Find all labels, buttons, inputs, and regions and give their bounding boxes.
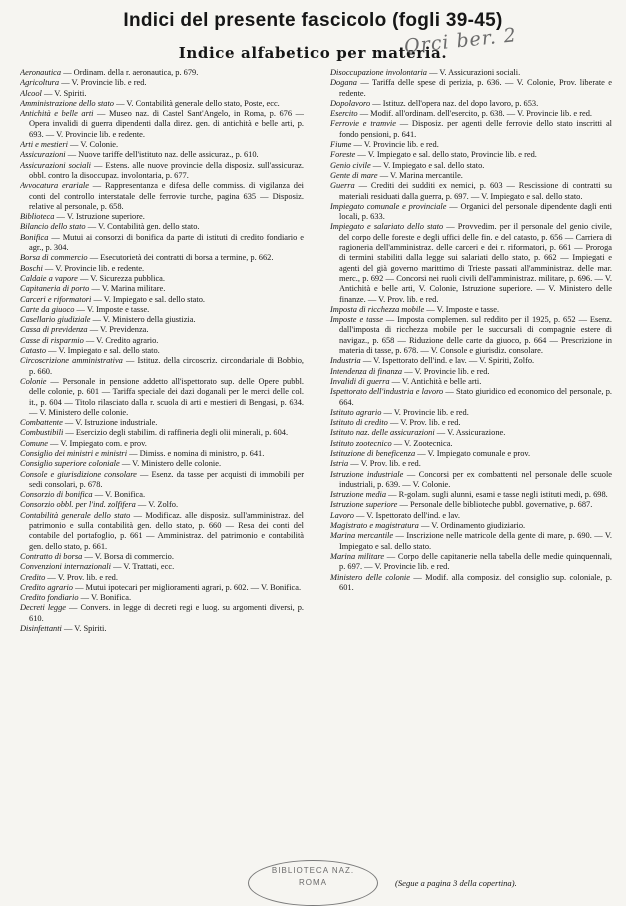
index-entry: Antichità e belle arti — Museo naz. di Castel Sant'Angelo, in Roma, p. 676 — Opera invalidi di guerra dipendenti dalla direz. gen. di antichità e belle arti, p. 693. — V. Provincie lib. e redente.	[20, 109, 304, 139]
index-entry: Dogana — Tariffa delle spese di perizia, p. 636. — V. Colonie, Prov. liberate e redente.	[330, 78, 612, 98]
index-entry: Casse di risparmio — V. Credito agrario.	[20, 335, 159, 345]
index-entry: Credito — V. Prov. lib. e red.	[20, 572, 118, 582]
index-entry: Esercito — Modif. all'ordinam. dell'esercito, p. 638. — V. Provincie lib. e red.	[330, 109, 592, 119]
index-entry: Capitaneria di porto — V. Marina militare.	[20, 284, 166, 294]
index-entry: Genio civile — V. Impiegato e sal. dello stato.	[330, 160, 485, 170]
index-entry: Guerra — Crediti dei sudditi ex nemici, p. 603 — Rescissione di contratti su materiali residuati dalla guerra, p. 697. — V. Impiegato e sal. dello stato.	[330, 181, 612, 201]
index-entry: Circoscrizione amministrativa — Istituz. della circoscriz. circondariale di Bobbio, p. 660.	[20, 356, 304, 376]
index-entry: Convenzioni internazionali — V. Trattati, ecc.	[20, 562, 175, 572]
index-entry: Istruzione superiore — Personale delle biblioteche pubbl. governative, p. 687.	[330, 500, 593, 510]
index-entry: Marina mercantile — Inscrizione nelle matricole della gente di mare, p. 690. — V. Impiegato e sal. dello stato.	[330, 531, 612, 551]
handwritten-annotation: Orci ber. 2	[403, 24, 518, 58]
index-entry: Avvocatura erariale — Rappresentanza e difesa delle commiss. di vigilanza dei conti del controllo interstatale delle ferrovie turche, pagina 635 — Disposiz. relative al personale, p. 658.	[20, 181, 304, 211]
index-entry: Istria — V. Prov. lib. e red.	[330, 459, 421, 469]
index-entry: Credito fondiario — V. Bonifica.	[20, 593, 132, 603]
index-entry: Assicurazioni — Nuove tariffe dell'istituto naz. delle assicuraz., p. 610.	[20, 150, 259, 160]
continuation-note: (Segue a pagina 3 della copertina).	[395, 878, 517, 888]
index-entry: Assicurazioni sociali — Estens. alle nuove provincie della disposiz. sull'assicuraz. obbl. contro la disoccupaz. involontaria, p. 677.	[20, 160, 304, 180]
index-entry: Boschi — V. Provincie lib. e redente.	[20, 263, 145, 273]
index-entry: Imposta di ricchezza mobile — V. Imposte e tasse.	[330, 304, 500, 314]
index-entry: Marina militare — Corpo delle capitanerie nella tabella delle medie quinquennali, p. 697. — V. Provincie lib. e red.	[330, 551, 612, 572]
index-entry: Istruzione media — R-golam. sugli alunni, esami e tasse negli istituti medi, p. 698.	[330, 490, 608, 500]
index-entry: Borsa di commercio — Esecutorietà dei contratti di borsa a termine, p. 662.	[20, 253, 274, 263]
index-column-right	[330, 68, 612, 876]
index-entry: Istituto naz. delle assicurazioni — V. Assicurazione.	[330, 428, 506, 438]
index-entry: Imposte e tasse — Imposta complemen. sul reddito per il 1925, p. 652 — Esenz. dall'imposta di ricchezza mobile per le succursali di compagnie estere di navigaz., p. 658 — Riduzione delle carte da giuoco, p. 664 — Prescrizione in materia di tasse, p. 678. — V. Console e giurisdiz. consolare.	[330, 315, 612, 356]
index-entry: Console e giurisdizione consolare — Esenz. da tasse per acquisti di immobili per sedi consolari, p. 678.	[20, 469, 304, 489]
index-entry: Istituto di credito — V. Prov. lib. e red.	[330, 418, 461, 428]
index-entry: Decreti legge — Convers. in legge di decreti regi e luog. su argomenti diversi, p. 610.	[20, 603, 304, 623]
index-entry: Istituzione di beneficenza — V. Impiegato comunale e prov.	[330, 448, 531, 458]
index-entry: Comune — V. Impiegato com. e prov.	[20, 438, 147, 448]
index-entry: Colonie — Personale in pensione addetto all'ispettorato sup. delle Opere pubbl. delle colonie, p. 601 — Tariffa speciale dei dazi doganali per le merci delle col. it., p. 604 — Titolo rilasciato dalla r. scuola di arti e mestieri di Bengasi, p. 634. — V. Ministero delle colonie.	[20, 376, 304, 417]
index-entry: Ferrovie e tramvie — Disposiz. per agenti delle ferrovie dello stato inscritti al fondo pensioni, p. 641.	[330, 119, 612, 139]
index-entry: Bilancio dello stato — V. Contabilità gen. dello stato.	[20, 222, 200, 232]
index-entry: Casellario giudiziale — V. Ministero della giustizia.	[20, 315, 196, 325]
index-entry: Disoccupazione involontaria — V. Assicurazioni sociali.	[330, 68, 521, 77]
index-entry: Dopolavoro — Istituz. dell'opera naz. del dopo lavoro, p. 653.	[330, 98, 539, 108]
index-entry: Aeronautica — Ordinam. della r. aeronautica, p. 679.	[20, 68, 199, 77]
index-entry: Impiegato e salariato dello stato — Provvedim. per il personale del genio civile, del corpo delle foreste e degli uffici delle fin. e del catasto, p. 656 — Carriera di ragioneria dell'amministraz. delle carceri e dei r. riformatori, p. 661 — Proroga di termini stabiliti dalla legge sui salariati dello stato, p. 662 — Impiegati e agenti del già governo marittimo di Trieste passati all'amministraz. delle mar. merc., p. 692 — Concorsi nei ruoli civili dell'amministraz. militare, p. 696. — V. Antichità e belle arti, V. Colonie, Istruzione superiore. — V. Ministero delle finanze. — V. Prov. lib. e red.	[330, 222, 612, 304]
index-entry: Bonifica — Mutui ai consorzi di bonifica da parte di istituti di credito fondiario e agr., p. 304.	[20, 232, 304, 253]
index-entry: Consiglio dei ministri e ministri — Dimiss. e nomina di ministro, p. 641.	[20, 448, 265, 458]
index-entry: Consorzio obbl. per l'ind. zolfifera — V. Zolfo.	[20, 500, 179, 510]
index-entry: Agricoltura — V. Provincie lib. e red.	[20, 78, 147, 88]
index-entry: Istruzione industriale — Concorsi per ex combattenti nel personale delle scuole industriali, p. 639. — V. Colonie.	[330, 469, 612, 489]
index-entry: Biblioteca — V. Istruzione superiore.	[20, 212, 145, 222]
index-entry: Intendenza di finanza — V. Provincie lib. e red.	[330, 366, 490, 376]
stamp-line-1: BIBLIOTECA NAZ.	[271, 866, 355, 875]
index-column-left	[20, 68, 304, 876]
index-entry: Contabilità generale dello stato — Modificaz. alle disposiz. sull'amministraz. del patrimonio e sulla contabilità gen. dello stato, p. 660 — Resa dei conti del contabile del portafoglio, p. 661 — Amministraz. del patrimonio e contabilità gen. dello stato, p. 661.	[20, 510, 304, 551]
index-entry: Ispettorato dell'industria e lavoro — Stato giuridico ed economico del personale, p. 664.	[330, 387, 612, 407]
index-entry: Lavoro — V. Ispettorato dell'ind. e lav.	[330, 510, 460, 520]
index-entry: Amministrazione dello stato — V. Contabilità generale dello stato, Poste, ecc.	[20, 98, 280, 108]
index-entry: Combustibili — Esercizio degli stabilim. di raffineria degli olii minerali, p. 604.	[20, 428, 289, 438]
index-entry: Catasto — V. Impiegato e sal. dello stato.	[20, 346, 160, 356]
index-entry: Arti e mestieri — V. Colonie.	[20, 140, 119, 150]
index-entry: Carte da giuoco — V. Imposte e tasse.	[20, 304, 150, 314]
index-entry: Contratto di borsa — V. Borsa di commercio.	[20, 551, 174, 561]
index-entry: Fiume — V. Provincie lib. e red.	[330, 140, 439, 150]
index-entry: Carceri e riformatori — V. Impiegato e sal. dello stato.	[20, 294, 206, 304]
index-entry: Consorzio di bonifica — V. Bonifica.	[20, 490, 146, 500]
index-entry: Impiegato comunale e provinciale — Organici del personale dipendente dagli enti locali, p. 633.	[330, 201, 612, 222]
index-entry: Istituto agrario — V. Provincie lib. e red.	[330, 407, 469, 417]
stamp-line-2: ROMA	[299, 878, 327, 887]
index-entry: Credito agrario — Mutui ipotecari per miglioramenti agrari, p. 602. — V. Bonifica.	[20, 582, 302, 592]
index-entry: Foreste — V. Impiegato e sal. dello stato, Provincie lib. e red.	[330, 150, 537, 160]
index-entry: Ministero delle colonie — Modif. alla composiz. del consiglio sup. coloniale, p. 601.	[330, 572, 612, 592]
index-entry: Alcool — V. Spiriti.	[20, 88, 87, 98]
index-entry: Invalidi di guerra — V. Antichità e belle arti.	[330, 376, 482, 386]
index-entry: Disinfettanti — V. Spiriti.	[20, 624, 107, 634]
index-entry: Combattente — V. Istruzione industriale.	[20, 418, 158, 428]
index-subtitle: Indice alfabetico per materia.	[178, 44, 448, 62]
index-entry: Caldaie a vapore — V. Sicurezza pubblica.	[20, 273, 165, 283]
index-entry: Gente di mare — V. Marina mercantile.	[330, 170, 463, 180]
index-entry: Magistrato e magistratura — V. Ordinamento giudiziario.	[330, 521, 526, 531]
library-stamp	[248, 860, 378, 906]
index-entry: Consiglio superiore coloniale — V. Ministero delle colonie.	[20, 459, 222, 469]
index-entry: Industria — V. Ispettorato dell'ind. e lav. — V. Spiriti, Zolfo.	[330, 356, 535, 366]
page-title: Indici del presente fascicolo (fogli 39-45)	[123, 10, 503, 31]
index-entry: Cassa di previdenza — V. Previdenza.	[20, 325, 149, 335]
index-entry: Istituto zootecnico — V. Zootecnica.	[330, 438, 453, 448]
